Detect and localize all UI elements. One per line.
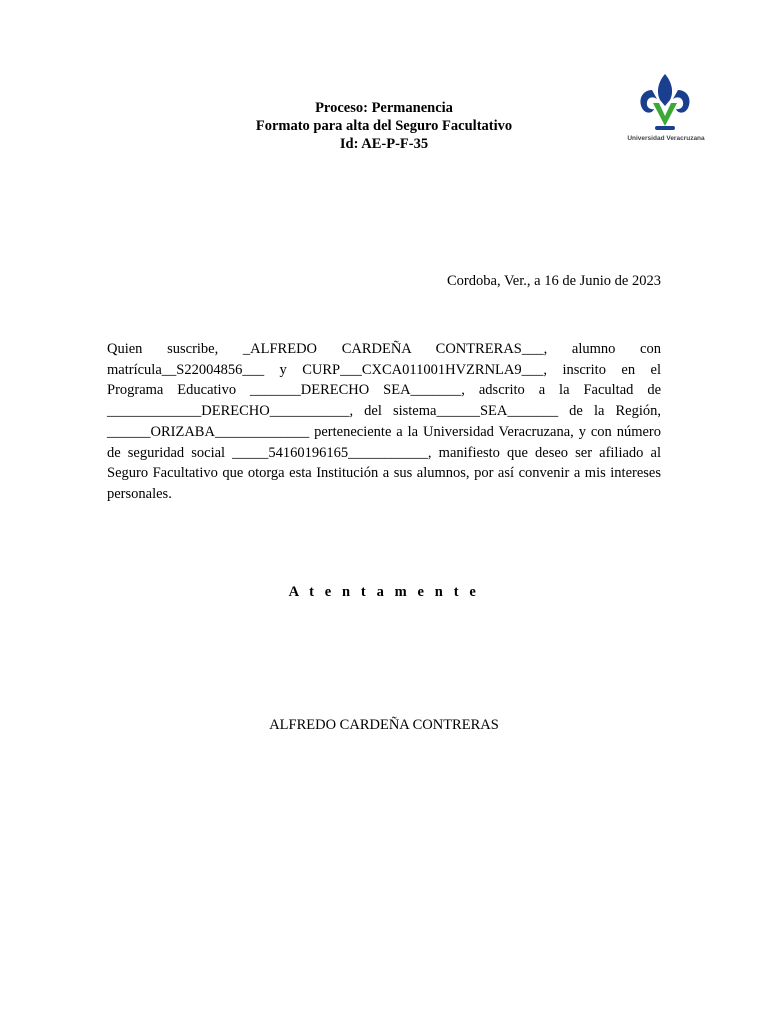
form-title: Formato para alta del Seguro Facultativo [255, 118, 513, 134]
closing-salutation: A t e n t a m e n t e [288, 584, 480, 600]
fleur-de-lis-icon [638, 74, 692, 132]
form-id: Id: AE-P-F-35 [339, 136, 429, 152]
university-logo [614, 74, 718, 148]
university-name: Universidad Veracruzana [627, 135, 705, 142]
declaration-paragraph: Quien suscribe, _ALFREDO CARDEÑA CONTRERAS___, alumno con matrícula__S22004856___ y CURP___CXCA011001HVZRNLA9___, inscrito en el Programa Educativo _______DERECHO SEA_______, adscrito a la Facultad de _____________DERECHO___________, del sistema______SEA_______ de la Región, ______ORIZABA_____________ perteneciente a la Universidad Veracruzana, y con número de seguridad social _____54160196165___________, manifiesto que deseo ser afiliado al Seguro Facultativo que otorga esta Institución a sus alumnos, por así convenir a mis intereses personales. [107, 341, 661, 502]
signature-name: ALFREDO CARDEÑA CONTRERAS [269, 717, 499, 733]
process-title: Proceso: Permanencia [315, 100, 453, 116]
place-date: Cordoba, Ver., a 16 de Junio de 2023 [447, 273, 661, 289]
